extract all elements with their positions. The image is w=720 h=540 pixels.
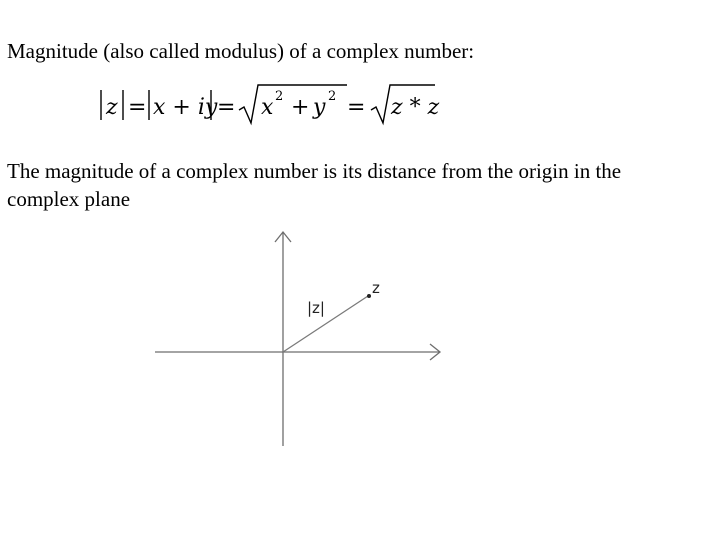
point-z [367, 294, 371, 298]
formula-x: x [261, 95, 274, 120]
formula-equals: = [128, 95, 147, 120]
modulus-label: |z| [307, 299, 325, 317]
heading-text: Magnitude (also called modulus) of a complex number: [7, 39, 475, 63]
formula-exponent: 2 [275, 89, 284, 104]
description-line-1: The magnitude of a complex number is its distance from the origin in the [7, 159, 622, 183]
formula-plus: + [291, 95, 310, 120]
description-line-2: complex plane [7, 187, 131, 211]
formula-equals: = [217, 95, 236, 120]
modulus-formula [95, 80, 445, 130]
formula-conjugate-product: z * z [391, 95, 440, 120]
modulus-vector [283, 296, 368, 352]
formula-exponent: 2 [328, 89, 337, 104]
formula-y: y [313, 95, 326, 120]
formula-z: z [106, 95, 118, 120]
formula-x-plus-iy: x + iy [153, 95, 218, 120]
point-z-label: z [372, 279, 380, 297]
formula-equals: = [347, 95, 366, 120]
complex-plane-diagram [150, 225, 450, 455]
